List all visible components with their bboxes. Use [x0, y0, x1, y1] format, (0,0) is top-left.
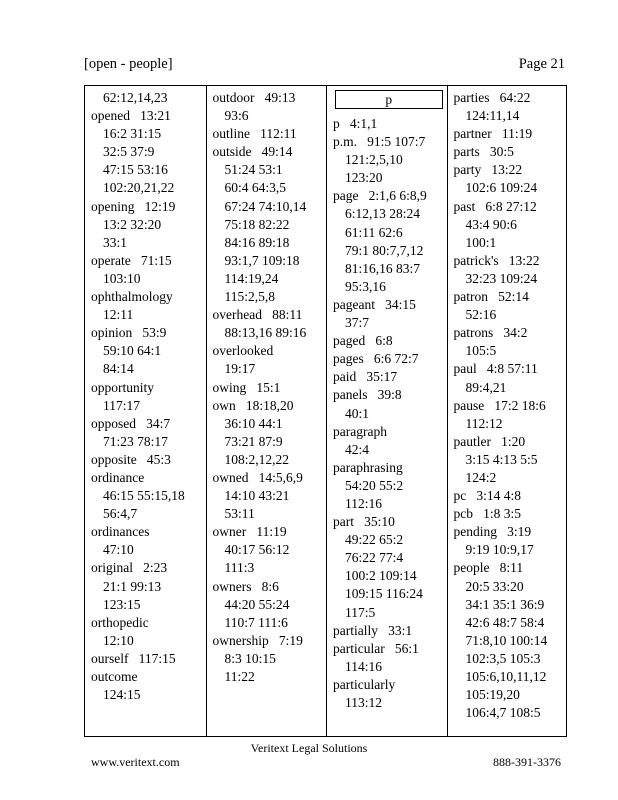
index-term-line: particularly	[333, 676, 396, 692]
index-reference-line: 42:6 48:7 58:4	[465, 614, 545, 630]
index-term-line: page 2:1,6 6:8,9	[333, 188, 427, 204]
index-entry	[454, 523, 567, 559]
index-reference-line: 124:2	[465, 469, 497, 485]
index-reference-line: 113:12	[345, 695, 382, 710]
index-reference-line: 105:19,20	[465, 687, 520, 703]
index-entry	[91, 107, 206, 197]
index-entry	[333, 640, 447, 676]
index-term-line: outside 49:14	[212, 144, 293, 160]
index-entry	[213, 578, 327, 632]
index-term-line: past 6:8 27:12	[453, 198, 537, 214]
index-reference-line: 114:16	[345, 658, 382, 674]
index-column-4	[447, 86, 567, 736]
index-entry	[454, 360, 567, 396]
index-reference-line: 79:1 80:7,7,12	[345, 242, 424, 258]
index-reference-line: 60:4 64:3,5	[224, 180, 287, 196]
index-term-line: p.m. 91:5 107:7	[333, 134, 426, 150]
index-entry	[454, 161, 567, 197]
index-reference-line: 11:22	[224, 669, 255, 684]
index-term-line: pc 3:14 4:8	[453, 488, 521, 504]
index-entry	[91, 324, 206, 378]
index-reference-line: 6:12,13 28:24	[345, 206, 421, 222]
index-reference-line: 54:20 55:2	[345, 477, 404, 493]
index-reference-line: 81:16,16 83:7	[345, 260, 421, 276]
index-term-line: partially 33:1	[333, 622, 413, 638]
index-reference-line: 76:22 77:4	[345, 550, 404, 566]
index-entry	[454, 559, 567, 722]
index-entry	[333, 133, 447, 187]
index-reference-line: 115:2,5,8	[224, 289, 275, 305]
word-index-table	[84, 85, 567, 737]
index-term-line: ownership 7:19	[212, 632, 303, 648]
index-entry	[333, 386, 447, 422]
index-reference-line: 102:6 109:24	[465, 180, 538, 196]
index-term-line: p 4:1,1	[333, 116, 378, 131]
index-entry	[333, 622, 447, 640]
footer-website: www.veritext.com	[91, 755, 180, 769]
index-entry	[454, 324, 567, 360]
index-entry	[91, 288, 206, 324]
index-entry	[454, 89, 567, 125]
index-term-line: paged 6:8	[333, 333, 393, 349]
index-reference-line: 100:2 109:14	[345, 568, 417, 584]
index-reference-line: 84:14	[103, 361, 134, 377]
index-term-line: original 2:23	[91, 560, 168, 576]
index-reference-line: 34:1 35:1 36:9	[465, 596, 545, 612]
index-column-1	[85, 86, 206, 736]
index-reference-line: 93:6	[224, 108, 249, 124]
index-reference-line: 111:3	[224, 560, 255, 576]
index-reference-line: 124:11,14	[465, 108, 520, 124]
index-column-2	[206, 86, 327, 736]
index-letter-heading: p	[335, 90, 443, 109]
index-reference-line: 100:1	[465, 234, 497, 250]
index-term-line: opportunity	[91, 379, 154, 395]
index-reference-line: 14:10 43:21	[224, 488, 290, 504]
index-reference-line: 71:8,10 100:14	[465, 632, 548, 648]
index-term-line: parts 30:5	[453, 144, 514, 160]
index-term-line: outdoor 49:13	[212, 90, 296, 105]
index-term-line: pageant 34:15	[333, 296, 416, 312]
index-entry	[454, 487, 567, 505]
index-entry	[333, 368, 447, 386]
index-entry	[213, 89, 327, 125]
index-term-line: owner 11:19	[212, 524, 287, 540]
index-entry	[454, 125, 567, 143]
page-number: Page 21	[518, 56, 565, 72]
index-term-line: patrons 34:2	[453, 325, 528, 341]
index-term-line: pcb 1:8 3:5	[453, 506, 521, 522]
index-reference-line: 73:21 87:9	[224, 433, 283, 449]
index-entry	[213, 125, 327, 143]
index-term-line: partner 11:19	[453, 126, 533, 142]
index-entry	[454, 505, 567, 523]
index-reference-line: 20:5 33:20	[465, 578, 524, 594]
index-reference-line: 106:4,7 108:5	[465, 705, 541, 721]
index-term-line: party 13:22	[453, 162, 523, 178]
index-term-line: panels 39:8	[333, 387, 402, 403]
index-reference-line: 71:23 78:17	[103, 433, 168, 449]
index-entry	[91, 415, 206, 451]
index-reference-line: 114:19,24	[224, 270, 279, 286]
index-term-line: pause 17:2 18:6	[453, 397, 546, 413]
index-reference-line: 123:15	[103, 596, 141, 612]
index-term-line: parties 64:22	[453, 90, 531, 105]
index-reference-line: 109:15 116:24	[345, 586, 423, 602]
index-term-line: pautler 1:20	[453, 433, 526, 449]
index-reference-line: 46:15 55:15,18	[103, 488, 185, 504]
index-term-line: particular 56:1	[333, 640, 419, 656]
index-reference-line: 40:17 56:12	[224, 542, 290, 558]
index-term-line: outcome	[91, 669, 138, 684]
index-reference-line: 47:10	[103, 542, 134, 558]
index-entry	[333, 676, 447, 712]
index-entry	[333, 350, 447, 368]
index-term-line: ordinances	[91, 524, 150, 540]
index-entry	[213, 306, 327, 342]
index-term-line: opposite 45:3	[91, 451, 171, 467]
index-reference-line: 53:11	[224, 506, 255, 522]
index-term-line: ophthalmology	[91, 289, 173, 305]
index-reference-line: 43:4 90:6	[465, 216, 517, 232]
index-reference-line: 21:1 99:13	[103, 578, 162, 594]
index-reference-line: 61:11 62:6	[345, 224, 403, 240]
index-term-line: ordinance	[91, 469, 145, 485]
index-reference-line: 47:15 53:16	[103, 162, 168, 178]
index-term-line: pages 6:6 72:7	[333, 351, 419, 367]
index-reference-line: 16:2 31:15	[103, 126, 162, 142]
index-reference-line: 3:15 4:13 5:5	[465, 451, 538, 467]
index-term-line: own 18:18,20	[212, 397, 294, 413]
index-entry	[213, 342, 327, 378]
index-reference-line: 40:1	[345, 405, 370, 421]
index-reference-line: 117:17	[103, 397, 140, 413]
index-reference-line: 59:10 64:1	[103, 343, 162, 359]
index-reference-line: 84:16 89:18	[224, 234, 290, 250]
index-reference-line: 42:4	[345, 441, 370, 457]
index-reference-line: 88:13,16 89:16	[224, 325, 307, 341]
index-entry	[454, 143, 567, 161]
index-term-line: owned 14:5,6,9	[212, 469, 303, 485]
index-reference-line: 8:3 10:15	[224, 650, 276, 666]
index-reference-line: 62:12,14,23	[103, 90, 168, 105]
index-reference-line: 117:5	[345, 604, 376, 620]
index-term-line: ourself 117:15	[91, 650, 176, 666]
index-term-line: opened 13:21	[91, 108, 171, 124]
index-term-line: paul 4:8 57:11	[453, 361, 538, 377]
index-entry	[333, 423, 447, 459]
footer-company: Veritext Legal Solutions	[250, 741, 368, 755]
index-entry	[213, 523, 327, 577]
index-reference-line: 102:3,5 105:3	[465, 650, 541, 666]
index-reference-line: 36:10 44:1	[224, 415, 283, 431]
index-entry	[333, 459, 447, 513]
index-reference-line: 12:11	[103, 307, 134, 323]
index-entry	[213, 632, 327, 686]
index-entry	[91, 379, 206, 415]
index-reference-line: 67:24 74:10,14	[224, 198, 307, 214]
index-term-line: paraphrasing	[333, 459, 403, 475]
index-entry	[333, 332, 447, 350]
index-entry	[213, 397, 327, 469]
index-reference-line: 110:7 111:6	[224, 614, 288, 630]
index-reference-line: 124:15	[103, 687, 141, 703]
index-reference-line: 52:16	[465, 307, 497, 323]
index-reference-line: 37:7	[345, 315, 370, 331]
index-reference-line: 103:10	[103, 270, 141, 286]
index-entry	[333, 513, 447, 622]
index-entry	[333, 115, 447, 133]
index-reference-line: 32:23 109:24	[465, 270, 538, 286]
index-reference-line: 12:10	[103, 632, 134, 648]
index-term-line: opening 12:19	[91, 198, 176, 214]
index-term-line: opinion 53:9	[91, 325, 167, 341]
index-reference-line: 108:2,12,22	[224, 451, 290, 467]
index-reference-line: 33:1	[103, 234, 128, 250]
index-entry	[91, 668, 206, 704]
index-reference-line: 123:20	[345, 170, 383, 186]
index-reference-line: 32:5 37:9	[103, 144, 155, 160]
index-reference-line: 13:2 32:20	[103, 216, 162, 232]
index-term-line: operate 71:15	[91, 252, 172, 268]
index-entry	[91, 559, 206, 613]
index-reference-line: 51:24 53:1	[224, 162, 283, 178]
index-entry	[91, 469, 206, 523]
index-term-line: part 35:10	[333, 514, 395, 530]
index-entry	[454, 288, 567, 324]
index-reference-line: 93:1,7 109:18	[224, 252, 300, 268]
index-reference-line: 44:20 55:24	[224, 596, 290, 612]
index-term-line: orthopedic	[91, 614, 149, 630]
index-entry	[333, 296, 447, 332]
index-term-line: overlooked	[212, 343, 274, 359]
index-reference-line: 112:12	[465, 415, 503, 431]
index-term-line: paid 35:17	[333, 369, 398, 385]
index-term-line: owing 15:1	[212, 379, 281, 395]
index-term-line: overhead 88:11	[212, 307, 303, 323]
index-reference-line: 105:6,10,11,12	[465, 669, 547, 684]
index-term-line: pending 3:19	[453, 524, 532, 540]
index-entry	[91, 451, 206, 469]
index-entry	[91, 523, 206, 559]
index-reference-line: 19:17	[224, 361, 256, 377]
index-term-line: opposed 34:7	[91, 415, 171, 431]
index-entry	[454, 433, 567, 487]
index-term-line: people 8:11	[453, 560, 524, 576]
index-entry	[333, 187, 447, 296]
index-entry	[454, 397, 567, 433]
index-term-line: paragraph	[333, 423, 387, 439]
index-entry	[91, 89, 206, 107]
index-entry	[454, 252, 567, 288]
index-entry	[454, 198, 567, 252]
index-entry	[91, 614, 206, 650]
footer-phone: 888-391-3376	[493, 755, 561, 769]
index-reference-line: 112:16	[345, 495, 382, 511]
index-reference-line: 89:4,21	[465, 379, 507, 395]
index-entry	[213, 379, 327, 397]
index-entry	[91, 252, 206, 288]
index-reference-line: 102:20,21,22	[103, 180, 175, 196]
index-reference-line: 56:4,7	[103, 506, 138, 522]
index-reference-line: 49:22 65:2	[345, 532, 404, 548]
index-reference-line: 95:3,16	[345, 278, 386, 294]
index-reference-line: 105:5	[465, 343, 497, 359]
index-reference-line: 121:2,5,10	[345, 152, 403, 168]
page-header-range: [open - people]	[84, 56, 173, 72]
index-term-line: patrick's 13:22	[453, 252, 540, 268]
index-term-line: outline 112:11	[212, 126, 297, 142]
index-entry	[91, 198, 206, 252]
index-entry	[91, 650, 206, 668]
index-reference-line: 75:18 82:22	[224, 216, 290, 232]
index-entry	[213, 469, 327, 523]
index-term-line: patron 52:14	[453, 289, 529, 305]
index-reference-line: 9:19 10:9,17	[465, 542, 534, 558]
index-entry	[213, 143, 327, 306]
index-term-line: owners 8:6	[212, 578, 279, 594]
index-column-3	[326, 86, 447, 736]
